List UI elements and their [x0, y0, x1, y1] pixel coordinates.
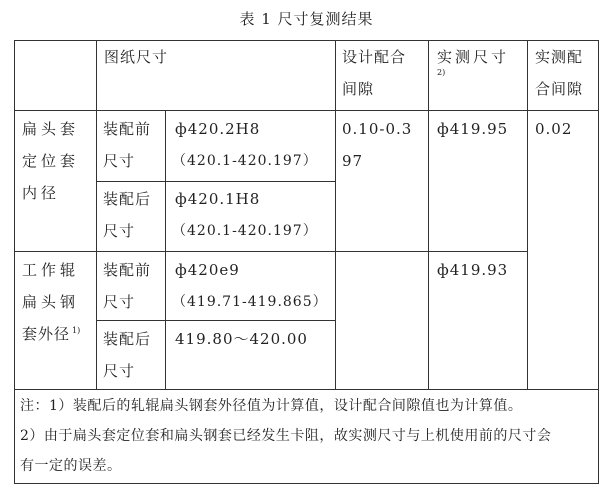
row1-design-clearance-line2: 97: [342, 152, 364, 170]
row1-before-value-line2: （420.1-420.197）: [172, 153, 318, 169]
row1-after-label-line1: 装配后: [103, 190, 152, 208]
row2-name-line3: 套外径: [22, 325, 71, 343]
row1-measured-size: ф419.95: [437, 120, 509, 138]
row2-before-value-line2: （419.71-419.865）: [172, 294, 328, 310]
row1-after-value-line2: （420.1-420.197）: [172, 223, 318, 239]
row2-name-sup: 1): [72, 326, 81, 335]
header-design-clearance-line1: 设计配合: [342, 48, 407, 66]
row2-before-label-line1: 装配前: [103, 261, 152, 279]
note-line1: 注：1）装配后的轧辊扁头钢套外径值为计算值，设计配合间隙值也为计算值。: [20, 398, 523, 414]
row2-measured-size: ф419.93: [437, 261, 509, 279]
row1-measured-clearance: 0.02: [535, 120, 573, 138]
row1-name-line1: 扁头套: [22, 120, 80, 138]
row1-before-label-line1: 装配前: [103, 120, 152, 138]
row1-name-line3: 内径: [22, 184, 61, 202]
row1-after-label-line2: 尺寸: [103, 222, 136, 240]
row2-after-label-line2: 尺寸: [103, 362, 136, 380]
row2-before-label-line2: 尺寸: [103, 293, 136, 311]
row2-after-label-line1: 装配后: [103, 330, 152, 348]
header-design-clearance-line2: 间隙: [342, 80, 375, 98]
header-measured-size: 实测尺寸: [437, 48, 510, 66]
row1-before-label-line2: 尺寸: [103, 152, 136, 170]
note-line3: 有一定的误差。: [20, 458, 122, 474]
row1-before-value-line1: ф420.2H8: [175, 120, 261, 138]
header-measured-clearance-line2: 合间隙: [535, 80, 584, 98]
row2-name-line1: 工作辊: [22, 261, 80, 279]
row2-name-line3-wrap: [22, 317, 80, 351]
row2-name-line2: 扁头钢: [22, 293, 80, 311]
row1-design-clearance-line1: 0.10-0.3: [342, 120, 413, 138]
row2-after-value-line1: 419.80～420.00: [175, 330, 308, 348]
header-measured-size-sup: 2): [437, 68, 446, 77]
table-caption: 表 1 尺寸复测结果: [239, 10, 374, 28]
header-drawing-size: 图纸尺寸: [104, 48, 169, 66]
header-measured-clearance-line1: 实测配: [535, 48, 584, 66]
row2-before-value-line1: ф420e9: [175, 261, 240, 279]
row1-after-value-line1: ф420.1H8: [175, 190, 261, 208]
note-line2: 2）由于扁头套定位套和扁头钢套已经发生卡阻，故实测尺寸与上机使用前的尺寸会: [20, 428, 552, 444]
row1-name-line2: 定位套: [22, 152, 80, 170]
